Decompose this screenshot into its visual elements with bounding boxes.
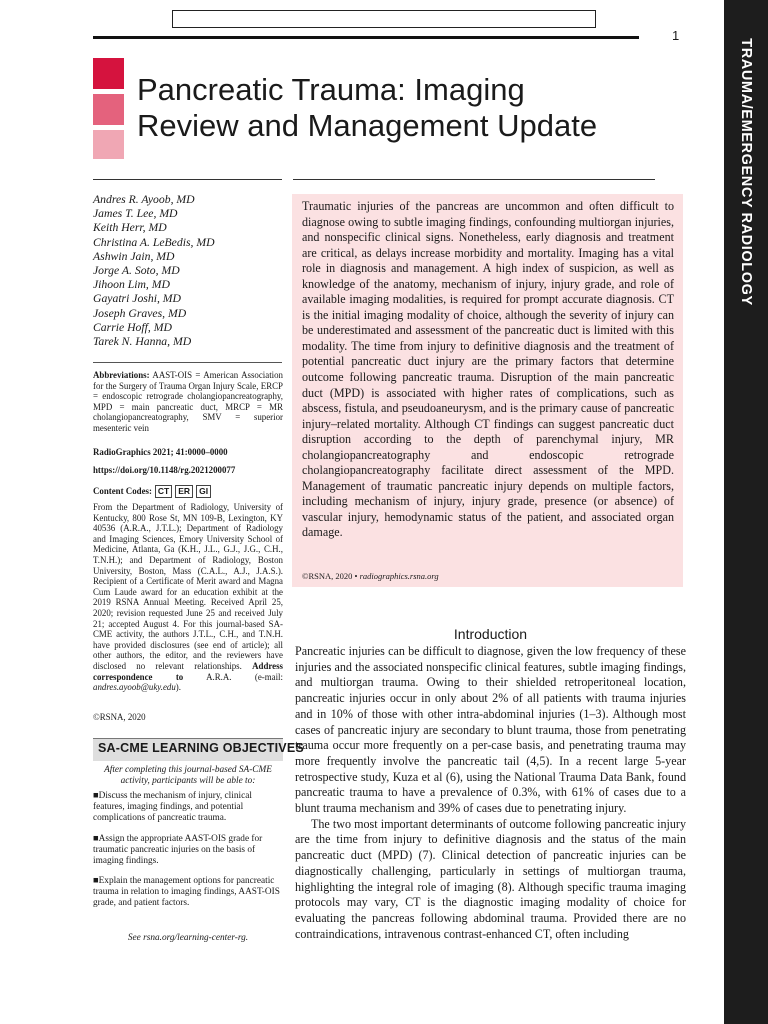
affiliations xyxy=(93,502,283,693)
page-number: 1 xyxy=(672,28,680,43)
section-tab-label: TRAUMA/EMERGENCY RADIOLOGY xyxy=(738,38,754,306)
address-text: A.R.A. (e-mail: xyxy=(183,671,283,682)
author: Carrie Hoff, MD xyxy=(93,320,172,334)
abstract-copyright: ©RSNA, 2020 • radiographics.rsna.org xyxy=(302,571,439,581)
author: Jihoon Lim, MD xyxy=(93,278,170,292)
header-box xyxy=(172,10,596,28)
author: Ashwin Jain, MD xyxy=(93,249,175,263)
doi-link[interactable]: https://doi.org/10.1148/rg.2021200077 xyxy=(93,465,236,475)
author-list xyxy=(93,193,283,349)
learning-objective: ■Assign the appropriate AAST-OIS grade for traumatic pancreatic injuries on the basis of imaging findings. xyxy=(93,834,263,866)
author: Andres R. Ayoob, MD xyxy=(93,193,195,206)
author: Joseph Graves, MD xyxy=(93,306,187,320)
journal-url[interactable]: radiographics.rsna.org xyxy=(359,571,439,581)
address-email[interactable]: andres.ayoob@uky.edu xyxy=(93,682,176,693)
address-end: ). xyxy=(175,682,181,693)
learning-objective: ■Explain the management options for pancreatic trauma in relation to imaging findings, AAST-OIS grade, and patient factors. xyxy=(93,876,280,908)
author: Christina A. LeBedis, MD xyxy=(93,235,215,249)
content-code-er: ER xyxy=(175,485,193,498)
section-heading-introduction: Introduction xyxy=(453,626,528,642)
paragraph: The two most important determinants of outcome following pancreatic injury are the time from injury to definitive diagnosis and the status of the main pancreatic duct (MPD) (7). Clinical detection of pancreatic injuries can be diagnostically challenging, particularly in settings of multiorgan trauma, highlighting the integral role of imaging (8). Although specific trauma imaging protocols may vary, CT is the diagnostic imaging modality of choice for evaluating the pancreas following abdominal trauma. Provided there are no contraindications, intravenous contrast-enhanced CT, often including xyxy=(295,816,686,941)
sacme-title: SA-CME LEARNING OBJECTIVES xyxy=(98,741,304,755)
sacme-intro: After completing this journal-based SA-CME activity, participants will be able to: xyxy=(104,765,272,786)
left-rule xyxy=(93,179,282,180)
body-text xyxy=(295,644,686,942)
copyright-left: ©RSNA, 2020 xyxy=(93,712,146,722)
article-title xyxy=(137,72,697,144)
journal-reference: RadioGraphics 2021; 41:0000–0000 xyxy=(93,447,228,457)
header-rule xyxy=(93,36,639,39)
content-codes xyxy=(93,485,283,498)
title-square-dark xyxy=(93,58,124,89)
abbreviations-text: AAST-OIS = American Association for the Surgery of Trauma Organ Injury Scale, ERCP = endoscopic retrograde cholangiopancreatography, MPD = main pancreatic duct, MRCP = MR cholangiopancreatography, SMV = superior mesenteric vein xyxy=(93,370,283,433)
title-line-2: Review and Management Update xyxy=(137,108,598,143)
content-code-gi: GI xyxy=(196,485,211,498)
title-square-light xyxy=(93,130,124,159)
right-rule xyxy=(293,179,655,180)
address-label: Address correspondence to xyxy=(93,660,283,682)
affiliations-text: From the Department of Radiology, University of Kentucky, 800 Rose St, MN 109-B, Lexington, KY 40536 (A.R.A., J.T.L.); Department of Radiology and Imaging Sciences, Emory University School of Medicine, Atlanta, Ga (K.H., J.L., G.J., J.G., C.H., T.N.H.); and Department of Radiology, Boston University, Boston, Mass (C.A.L., A.J., J.A.S.). Recipient of a Certificate of Merit award and Magna Cum Laude award for an education exhibit at the 2019 RSNA Annual Meeting. Received April 25, 2020; revision requested June 25 and received July 21; accepted August 4. For this journal-based SA-CME activity, the authors J.T.L., C.H., and T.N.H. have provided disclosures (see end of article); all other authors, the editor, and the reviewers have disclosed no relevant relationships. xyxy=(93,502,283,671)
author: Keith Herr, MD xyxy=(93,221,167,235)
sacme-link[interactable]: See rsna.org/learning-center-rg. xyxy=(127,933,249,943)
abbreviations-label: Abbreviations: xyxy=(93,370,150,380)
abstract: Traumatic injuries of the pancreas are uncommon and often difficult to diagnose owing to subtle imaging findings, confounding multiorgan injuries, and nonspecific clinical signs. Nonetheless, early diagnosis and treatment are critical, as delays increase morbidity and mortality. Imaging has a vital role in diagnosis and management. A high index of suspicion, as well as knowledge of the anatomy, mechanism of injury, injury grade, and role of available imaging modalities, is required for prompt accurate diagnosis. CT is the initial imaging modality of choice, although the severity of injury can be underestimated and assessment of the pancreatic duct is limited with this modality. The time from injury to definitive diagnosis and the treatment of potential pancreatic duct injury are the primary factors that determine outcome following pancreatic trauma. Disruption of the main pancreatic duct (MPD) is associated with higher rates of complications, such as abscess, fistula, and pseudoaneurysm, and is the primary cause of pancreatic injury–related mortality. Although CT findings can suggest pancreatic duct disruption according to the depth of parenchymal injury, MR cholangiopancreatography and endoscopic retrograde cholangiopancreatography facilitate direct assessment of the MPD. Management of traumatic pancreatic injury depends on multiple factors, including mechanism of injury, injury grade, presence (or absence) of vascular injury, hemodynamic status of the patient, and associated organ damage. xyxy=(302,199,674,540)
paragraph: Pancreatic injuries can be difficult to diagnose, given the low frequency of these injuries and the associated nonspecific clinical features, subtle imaging findings, and multiorgan trauma. Owing to their shielded retroperitoneal location, pancreatic injuries occur in only about 2% of all patients with trauma injuries and in 10% of those with other intra-abdominal injuries (1–3). Although most cases of pancreatic injury are secondary to blunt trauma, those from penetrating trauma occur more frequently on a per-case basis, and penetrating trauma may more frequently involve the pancreatic tail (4,5). In a recent large 5-year retrospective study, Kuza et al (6), using the National Trauma Data Bank, found pancreatic trauma to have a prevalence of 0.3%, with 61% of cases due to a blunt trauma mechanism and 39% of cases due to penetrating injury. xyxy=(295,644,686,816)
content-codes-label: Content Codes: xyxy=(93,486,152,497)
title-square-medium xyxy=(93,94,124,125)
author: Tarek N. Hanna, MD xyxy=(93,335,192,349)
author: Jorge A. Soto, MD xyxy=(93,264,180,278)
author: Gayatri Joshi, MD xyxy=(93,292,181,306)
abbreviations xyxy=(93,370,283,434)
content-code-ct: CT xyxy=(155,485,172,498)
author: James T. Lee, MD xyxy=(93,207,178,221)
abbreviations-rule xyxy=(93,362,282,363)
learning-objective: ■Discuss the mechanism of injury, clinical features, imaging findings, and potential complications of pancreatic trauma. xyxy=(93,791,252,823)
title-line-1: Pancreatic Trauma: Imaging xyxy=(137,72,525,107)
